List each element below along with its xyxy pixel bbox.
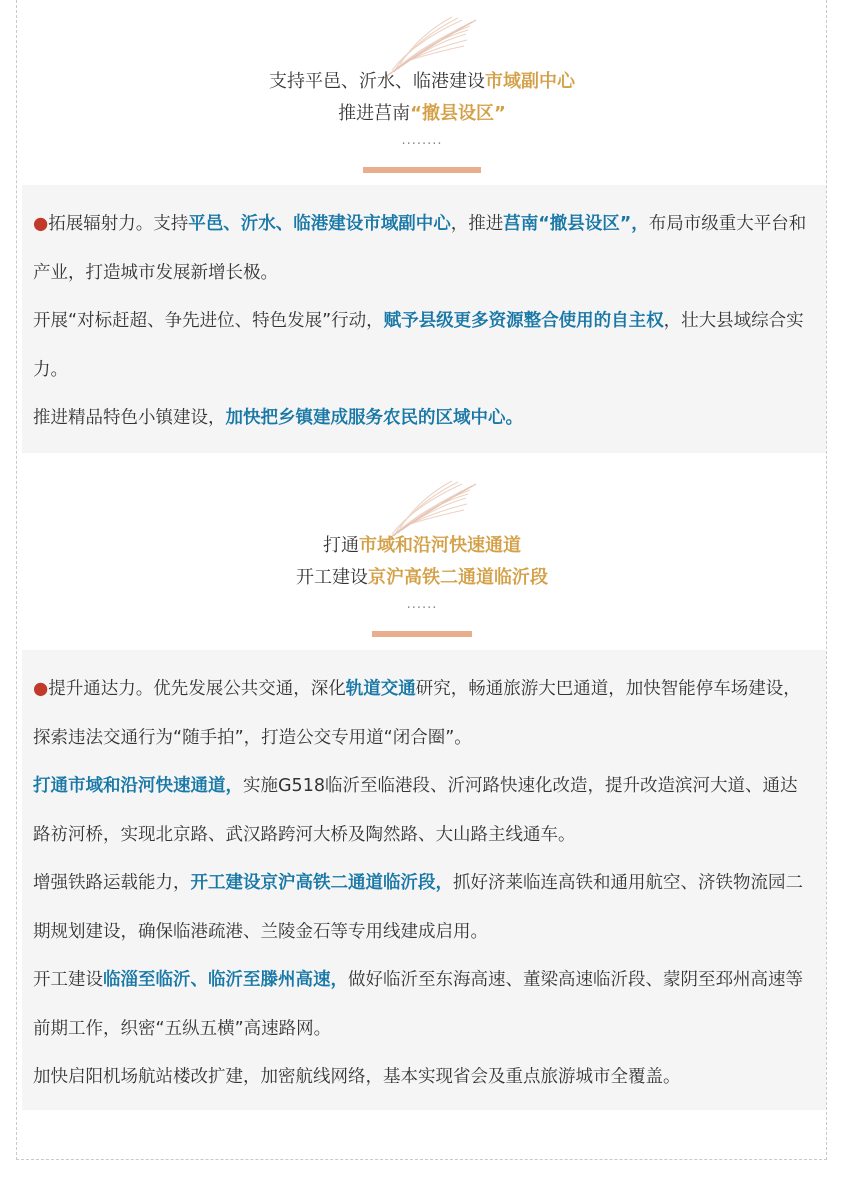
section2-heading-line2: 开工建设京沪高铁二通道临沂段 — [296, 567, 548, 588]
section2-paragraph-3: 增强铁路运载能力，开工建设京沪高铁二通道临沂段，抓好济莱临连高铁和通用航空、济铁物流园二期规划建设，确保临港疏港、兰陵金石等专用线建成启用。 — [33, 873, 803, 942]
section1-divider-bar — [363, 167, 481, 173]
section1-heading-line2: 推进莒南“撤县设区” — [338, 103, 506, 124]
section1-panel — [22, 185, 826, 453]
section2-heading — [0, 530, 844, 612]
bullet-icon: ● — [33, 214, 49, 234]
section2-paragraph-5: 加快启阳机场航站楼改扩建，加密航线网络，基本实现省会及重点旅游城市全覆盖。 — [33, 1067, 681, 1087]
section2-heading-line1: 打通市域和沿河快速通道 — [323, 535, 521, 556]
section2-divider-bar — [372, 631, 472, 637]
bullet-icon: ● — [33, 679, 49, 699]
section2-paragraph-4: 开工建设临淄至临沂、临沂至滕州高速，做好临沂至东海高速、董梁高速临沂段、蒙阴至邳州高速等前期工作，织密“五纵五横”高速路网。 — [33, 970, 803, 1039]
section2-dots: ...... — [406, 597, 438, 612]
section1-paragraph-3: 推进精品特色小镇建设，加快把乡镇建成服务农民的区域中心。 — [33, 408, 523, 428]
section1-paragraph-2: 开展“对标赶超、争先进位、特色发展”行动，赋予县级更多资源整合使用的自主权，壮大县域综合实力。 — [33, 311, 804, 380]
section2-paragraph-1: ●提升通达力。优先发展公共交通，深化轨道交通研究，畅通旅游大巴通道，加快智能停车场建设，探索违法交通行为“随手拍”，打造公交专用道“闭合圈”。 — [33, 679, 801, 748]
section1-dots: ........ — [401, 133, 443, 148]
section1-heading — [0, 66, 844, 148]
section2-panel — [22, 650, 826, 1110]
section1-paragraph-1: ●拓展辐射力。支持平邑、沂水、临港建设市域副中心，推进莒南“撤县设区”，布局市级重大平台和产业，打造城市发展新增长极。 — [33, 214, 807, 283]
section2-paragraph-2: 打通市域和沿河快速通道，实施G518临沂至临港段、沂河路快速化改造，提升改造滨河大道、通达路祊河桥，实现北京路、武汉路跨河大桥及陶然路、大山路主线通车。 — [33, 776, 798, 845]
section1-heading-line1: 支持平邑、沂水、临港建设市域副中心 — [269, 71, 575, 92]
